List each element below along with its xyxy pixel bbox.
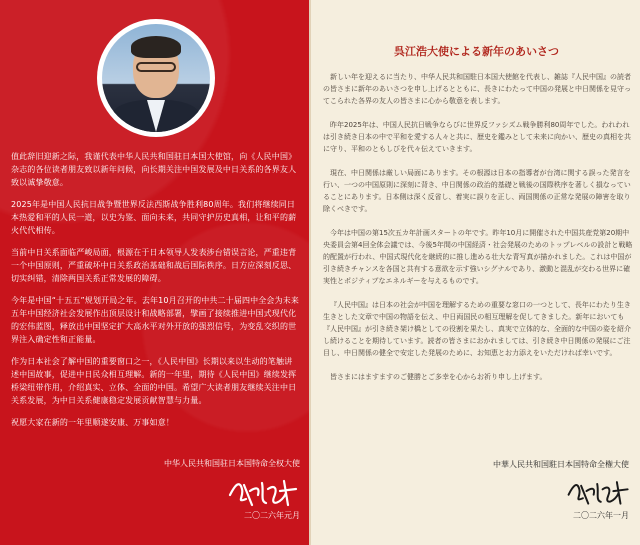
portrait-frame xyxy=(97,19,215,137)
japanese-paragraph: 新しい年を迎えるに当たり、中华人民共和国駐日本国大使館を代表し、雑誌『人民中国』の読者の皆さまに新年のあいさつを申し上げるとともに、長きにわたって中国の発展と中日関係を見守ってこられた各界の友人の皆さまに心から敬意を表します。 xyxy=(323,73,631,105)
japanese-paragraph: 皆さまにはますますのご健勝とご多幸を心からお祈り申し上げます。 xyxy=(330,373,547,381)
japanese-paragraph: 今年は中国の第15次五カ年計画スタートの年です。昨年10月に開催された中国共産党第20期中央委員会第4回全体会議では、今後5年間の中国経済・社会発展のためのトップレベルの設計と戦略的配置が行われ、中国式現代化を継続的に推し進める壮大な青写真が描かれました。これは中国が引き続きチャンスを各国と共有する意欲を示す強いシグナルであり、激動と混乱が交わる世界に確実性とポジティブなエネルギーを与えるものです。 xyxy=(323,229,633,285)
chinese-paragraph: 值此辞旧迎新之际，我谨代表中华人民共和国驻日本国大使馆，向《人民中国》杂志的各位读者朋友致以新年问候，向长期关注中国发展及中日关系的各界友人致以诚挚敬意。 xyxy=(11,152,297,187)
japanese-signature-title: 中華人民共和国駐日本国特命全権大使 xyxy=(493,460,629,469)
chinese-letter-body xyxy=(11,150,300,438)
chinese-paragraph: 今年是中国“十五五”规划开局之年。去年10月召开的中共二十届四中全会为未来五年中国经济社会发展作出顶层设计和战略部署，擘画了接续推进中国式现代化的宏伟蓝图，释放出中国坚定扩大高水平对外开放的强烈信号，为变乱交织的世界注入确定性和正能量。 xyxy=(11,296,300,344)
chinese-signature-title: 中华人民共和国驻日本国特命全权大使 xyxy=(164,459,300,468)
japanese-letter-body xyxy=(323,71,633,395)
japanese-letter-title: 呉江浩大使による新年のあいさつ xyxy=(394,45,559,58)
ambassador-portrait xyxy=(102,24,210,132)
chinese-paragraph: 作为日本社会了解中国的重要窗口之一，《人民中国》长期以来以生动的笔触讲述中国故事，促进中日民众相互理解。新的一年里，期待《人民中国》继续发挥桥梁纽带作用，介绍真实、立体、全面的中国。希望广大读者朋友继续关注中日关系发展，为中日关系健康稳定发展贡献智慧与力量。 xyxy=(11,357,297,405)
japanese-paragraph: 昨年2025年は、中国人民抗日戦争ならびに世界反ファシズム戦争勝利80周年でした。われわれは引き続き日本の中で平和を愛する人々と共に、歴史を鑑みとして未来に向かい、歴史の真相を共に守り、平和のともしびを代々伝えていきます。 xyxy=(323,121,631,153)
japanese-paragraph: 『人民中国』は日本の社会が中国を理解するための重要な窓口の一つとして、長年にわたり生き生きとした文章で中国の物語を伝え、中日両国民の相互理解を促してきました。新年においても『人民中国』が引き続き架け橋としての役割を果たし、真実で立体的な、全面的な中国の姿を紹介し続けることを期待しています。読者の皆さまにおかれましては、引き続き中日関係の発展にご注目し、中日関係の健全で安定した発展のために、お知恵とお力添えをいただければ幸いです。 xyxy=(323,301,631,357)
signature-icon xyxy=(565,476,633,508)
japanese-paragraph: 現在、中日関係は厳しい局面にあります。その根源は日本の指導者が台湾に関する誤った発言を行い、一つの中国原則に深刻に背き、中日関係の政治的基礎と戦後の国際秩序を著しく損なっていることにあります。日本側は深く反省し、着実に誤りを正し、両国関係の正常な発展の障害を取り除くべきです。 xyxy=(323,169,631,213)
chinese-paragraph: 当前中日关系面临严峻局面，根源在于日本领导人发表涉台错误言论，严重违背一个中国原则，严重破坏中日关系政治基础和战后国际秩序。日方应深刻反思、切实纠错，清除两国关系正常发展的障碍。 xyxy=(11,248,297,283)
chinese-paragraph: 祝愿大家在新的一年里顺遂安康、万事如意！ xyxy=(11,418,174,427)
japanese-letter-date: 二〇二六年一月 xyxy=(573,511,629,520)
chinese-letter-panel xyxy=(0,0,309,545)
chinese-letter-date: 二〇二六年元月 xyxy=(244,511,300,520)
japanese-letter-panel xyxy=(309,0,640,545)
chinese-paragraph: 2025年是中国人民抗日战争暨世界反法西斯战争胜利80周年。我们将继续同日本热爱和平的人民一道，以史为鉴、面向未来，共同守护历史真相，让和平的薪火代代相传。 xyxy=(11,200,297,235)
signature-icon xyxy=(226,475,302,509)
